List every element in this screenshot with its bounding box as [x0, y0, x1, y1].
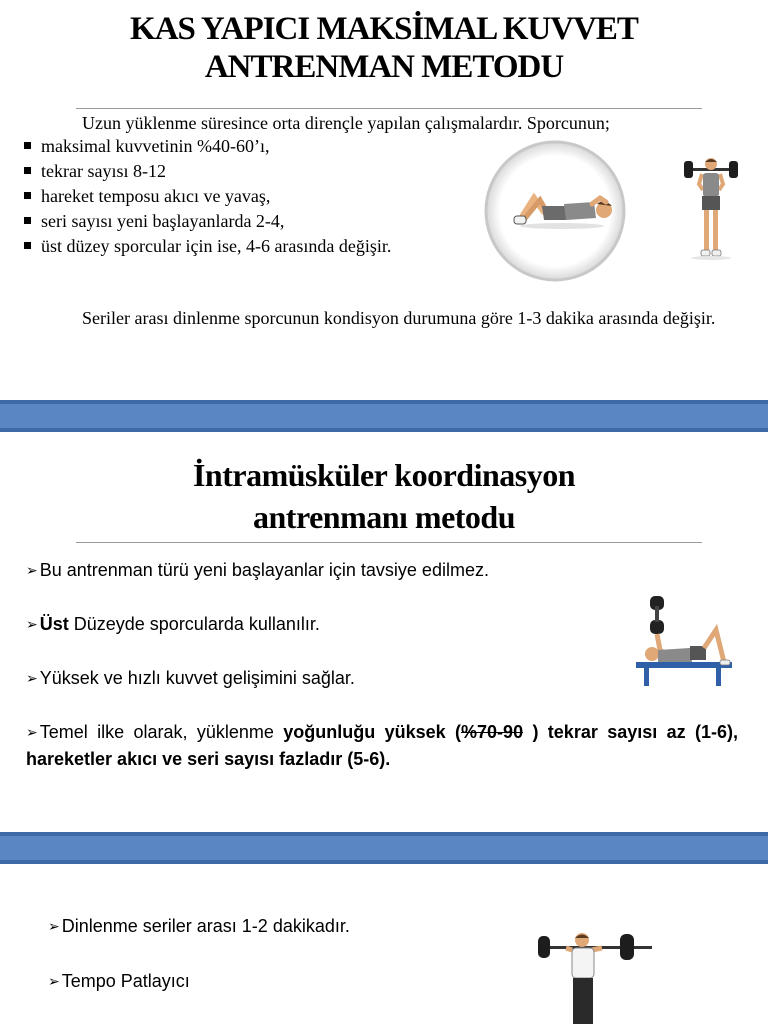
title-divider: [76, 108, 702, 109]
square-bullet-icon: [24, 167, 31, 174]
square-bullet-icon: [24, 142, 31, 149]
list-item: ➢ Temel ilke olarak, yüklenme yoğunluğu yüksek (%70-90 ) tekrar sayısı az (1-6), hareketler akıcı ve seri sayısı fazladır (5-6).: [26, 722, 738, 769]
list-item: maksimal kuvvetinin %40-60’ı,: [22, 134, 391, 159]
slide-1: [0, 0, 768, 400]
list-item: ➢ Dinlenme seriler arası 1-2 dakikadır.: [48, 913, 350, 940]
slide-2-title-line1: İntramüsküler koordinasyon: [192, 457, 576, 493]
parameter-list: [22, 134, 391, 259]
slide-1-title-line1: KAS YAPICI MAKSİMAL KUVVET: [130, 11, 638, 47]
barbell-overhead-lift-illustration: [526, 920, 662, 1024]
slide-3: [0, 864, 768, 1024]
list-item: ➢ Yüksek ve hızlı kuvvet gelişimini sağlar.: [26, 665, 355, 692]
list-item: üst düzey sporcular için ise, 4-6 arasında değişir.: [22, 234, 391, 259]
slide-1-title-line2: ANTRENMAN METODU: [204, 49, 564, 85]
square-bullet-icon: [24, 217, 31, 224]
list-item: hareket temposu akıcı ve yavaş,: [22, 184, 391, 209]
list-item: ➢ Tempo Patlayıcı: [48, 968, 190, 995]
square-bullet-icon: [24, 242, 31, 249]
list-item: ➢ Üst Düzeyde sporcularda kullanılır.: [26, 611, 320, 638]
barbell-front-squat-illustration: [682, 156, 740, 264]
slide-separator-band: [0, 832, 768, 864]
arrow-bullet-icon: ➢: [26, 563, 38, 579]
arrow-bullet-icon: ➢: [26, 671, 38, 687]
arrow-bullet-icon: ➢: [48, 919, 60, 935]
arrow-bullet-icon: ➢: [26, 617, 38, 633]
list-item: ➢ Bu antrenman türü yeni başlayanlar için tavsiye edilmez.: [26, 557, 489, 584]
list-item: tekrar sayısı 8-12: [22, 159, 391, 184]
title-divider: [76, 542, 702, 543]
square-bullet-icon: [24, 192, 31, 199]
slide-1-title: [0, 10, 768, 86]
slide-separator-band: [0, 400, 768, 432]
arrow-bullet-icon: ➢: [48, 974, 60, 990]
list-item: seri sayısı yeni başlayanlarda 2-4,: [22, 209, 391, 234]
arrow-bullet-icon: ➢: [26, 725, 38, 741]
rest-interval-paragraph: Seriler arası dinlenme sporcunun kondisyon durumuna göre 1-3 dakika arasında değişir.: [82, 308, 716, 328]
bench-press-illustration: [612, 558, 744, 698]
slide-2-title-line2: antrenmanı metodu: [252, 499, 516, 535]
slide-2: [0, 432, 768, 832]
crunch-exercise-illustration: [482, 140, 628, 282]
slide-2-title: [0, 454, 768, 538]
intro-text: Uzun yüklenme süresince orta dirençle yapılan çalışmalardır. Sporcunun;: [82, 113, 610, 133]
